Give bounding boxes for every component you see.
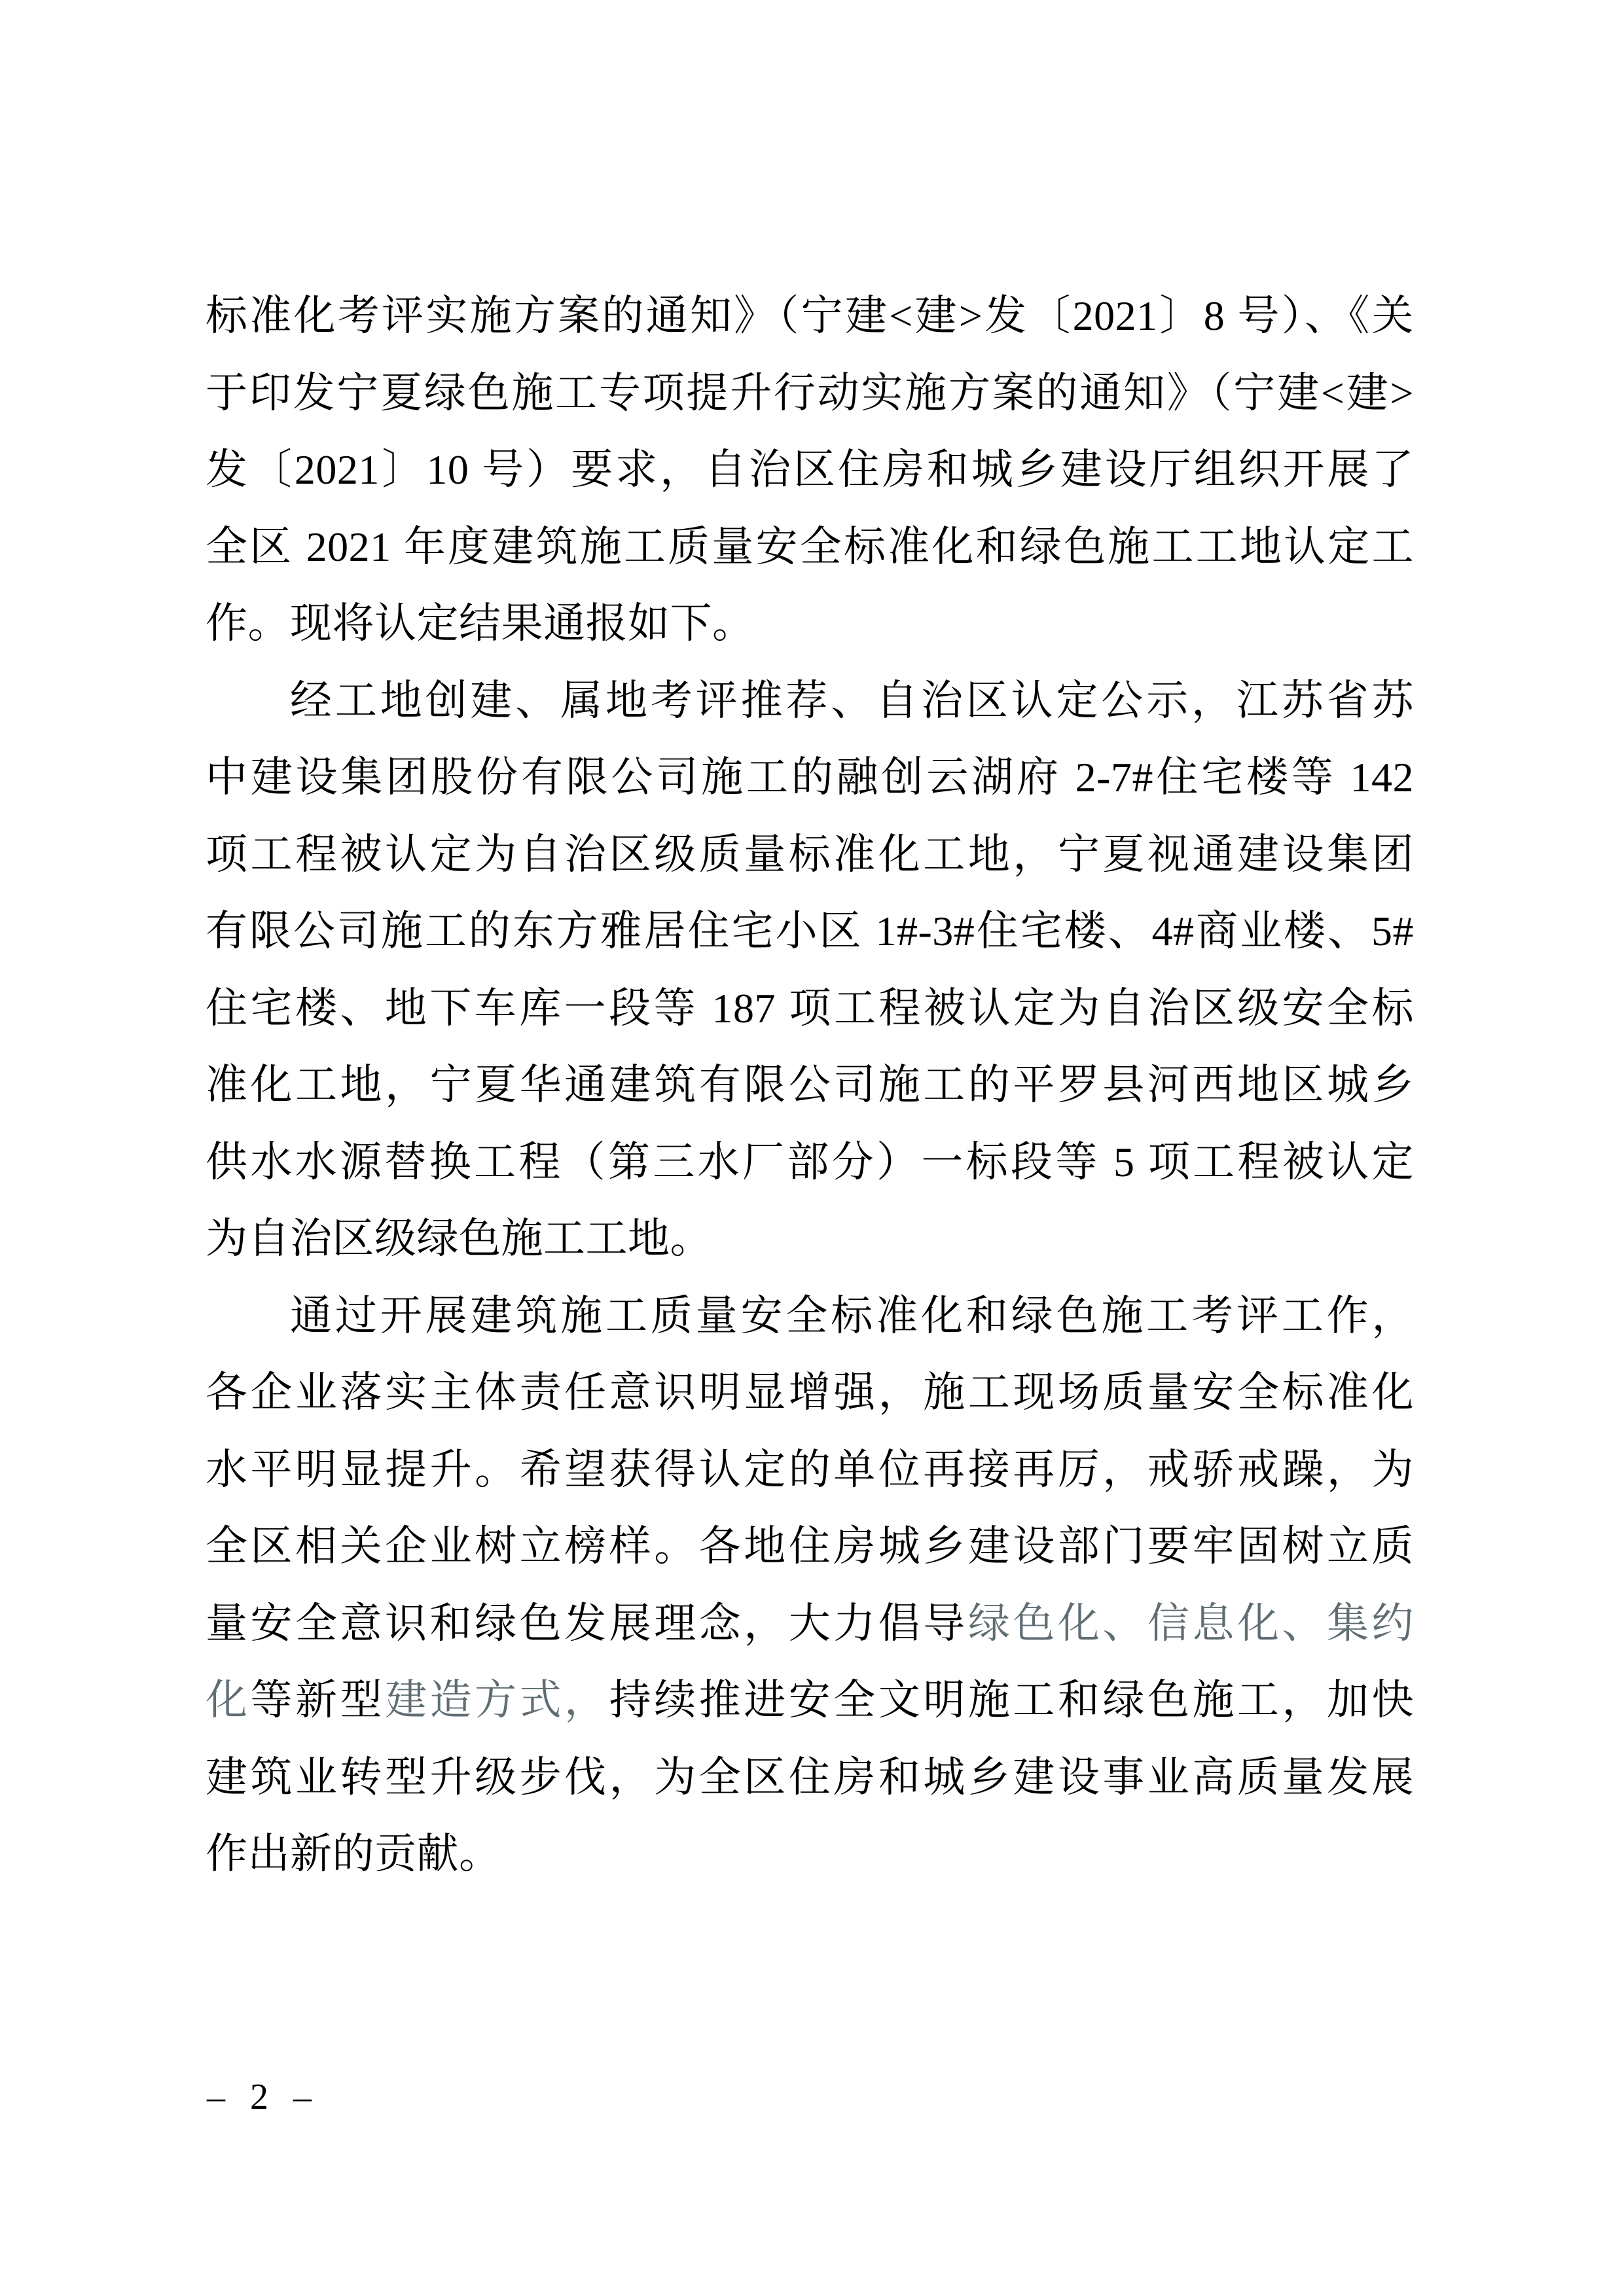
body-line bbox=[206, 1047, 1414, 1124]
body-text: 持续推进安全文明施工和绿色施工，加快 bbox=[609, 1677, 1415, 1723]
body-text: 全区相关企业树立榜样。各地住房城乡建设部门要牢固树立质 bbox=[206, 1523, 1414, 1570]
highlighted-text: 绿色化、信息化、集约 bbox=[967, 1600, 1415, 1647]
body-line bbox=[206, 509, 1414, 586]
body-line bbox=[206, 1816, 1414, 1893]
body-text: 标准化考评实施方案的通知》（宁建<建>发〔2021〕8 号）、《关 bbox=[206, 293, 1414, 339]
body-text: 经工地创建、属地考评推荐、自治区认定公示，江苏省苏 bbox=[290, 677, 1414, 724]
body-line bbox=[206, 662, 1414, 740]
body-line bbox=[206, 431, 1414, 509]
highlighted-text: 建造方式， bbox=[385, 1677, 609, 1723]
body-text: 中建设集团股份有限公司施工的融创云湖府 2-7#住宅楼等 142 bbox=[206, 754, 1414, 800]
body-line bbox=[206, 355, 1414, 432]
body-text: 于印发宁夏绿色施工专项提升行动实施方案的通知》（宁建<建> bbox=[206, 369, 1414, 416]
body-text: 量安全意识和绿色发展理念，大力倡导 bbox=[206, 1600, 968, 1647]
body-text: 水平明显提升。希望获得认定的单位再接再厉，戒骄戒躁，为 bbox=[206, 1446, 1414, 1493]
body-line bbox=[206, 1662, 1414, 1739]
body-line bbox=[206, 585, 1414, 662]
body-line bbox=[206, 970, 1414, 1047]
body-line bbox=[206, 278, 1414, 355]
body-text: 建筑业转型升级步伐，为全区住房和城乡建设事业高质量发展 bbox=[206, 1753, 1414, 1801]
body-text: 准化工地，宁夏华通建筑有限公司施工的平罗县河西地区城乡 bbox=[206, 1062, 1414, 1108]
body-text: 为自治区级绿色施工工地。 bbox=[206, 1215, 712, 1262]
body-line bbox=[206, 893, 1414, 970]
body-text: 各企业落实主体责任意识明显增强，施工现场质量安全标准化 bbox=[206, 1369, 1414, 1416]
body-line bbox=[206, 1200, 1414, 1278]
body-line bbox=[206, 816, 1414, 893]
highlighted-text: 化 bbox=[206, 1677, 251, 1723]
body-text: 发〔2021〕10 号）要求，自治区住房和城乡建设厅组织开展了 bbox=[206, 446, 1414, 493]
body-text: 通过开展建筑施工质量安全标准化和绿色施工考评工作， bbox=[290, 1292, 1414, 1339]
body-line bbox=[206, 1739, 1414, 1816]
body-text: 有限公司施工的东方雅居住宅小区 1#-3#住宅楼、4#商业楼、5# bbox=[206, 908, 1414, 954]
document-body bbox=[206, 278, 1414, 1893]
body-text: 供水水源替换工程（第三水厂部分）一标段等 5 项工程被认定 bbox=[206, 1138, 1414, 1185]
body-text: 全区 2021 年度建筑施工质量安全标准化和绿色施工工地认定工 bbox=[206, 523, 1414, 570]
body-text: 作出新的贡献。 bbox=[206, 1831, 501, 1877]
body-line bbox=[206, 1508, 1414, 1585]
body-line bbox=[206, 739, 1414, 816]
body-text: 项工程被认定为自治区级质量标准化工地，宁夏视通建设集团 bbox=[206, 831, 1414, 878]
body-line bbox=[206, 1354, 1414, 1431]
body-text: 作。现将认定结果通报如下。 bbox=[206, 600, 755, 647]
body-text: 住宅楼、地下车库一段等 187 项工程被认定为自治区级安全标 bbox=[206, 984, 1414, 1031]
body-text: 等新型 bbox=[250, 1677, 386, 1723]
body-line bbox=[206, 1124, 1414, 1201]
body-line bbox=[206, 1431, 1414, 1509]
body-line bbox=[206, 1278, 1414, 1355]
body-line bbox=[206, 1585, 1414, 1662]
page-number: – 2 – bbox=[207, 2077, 319, 2117]
